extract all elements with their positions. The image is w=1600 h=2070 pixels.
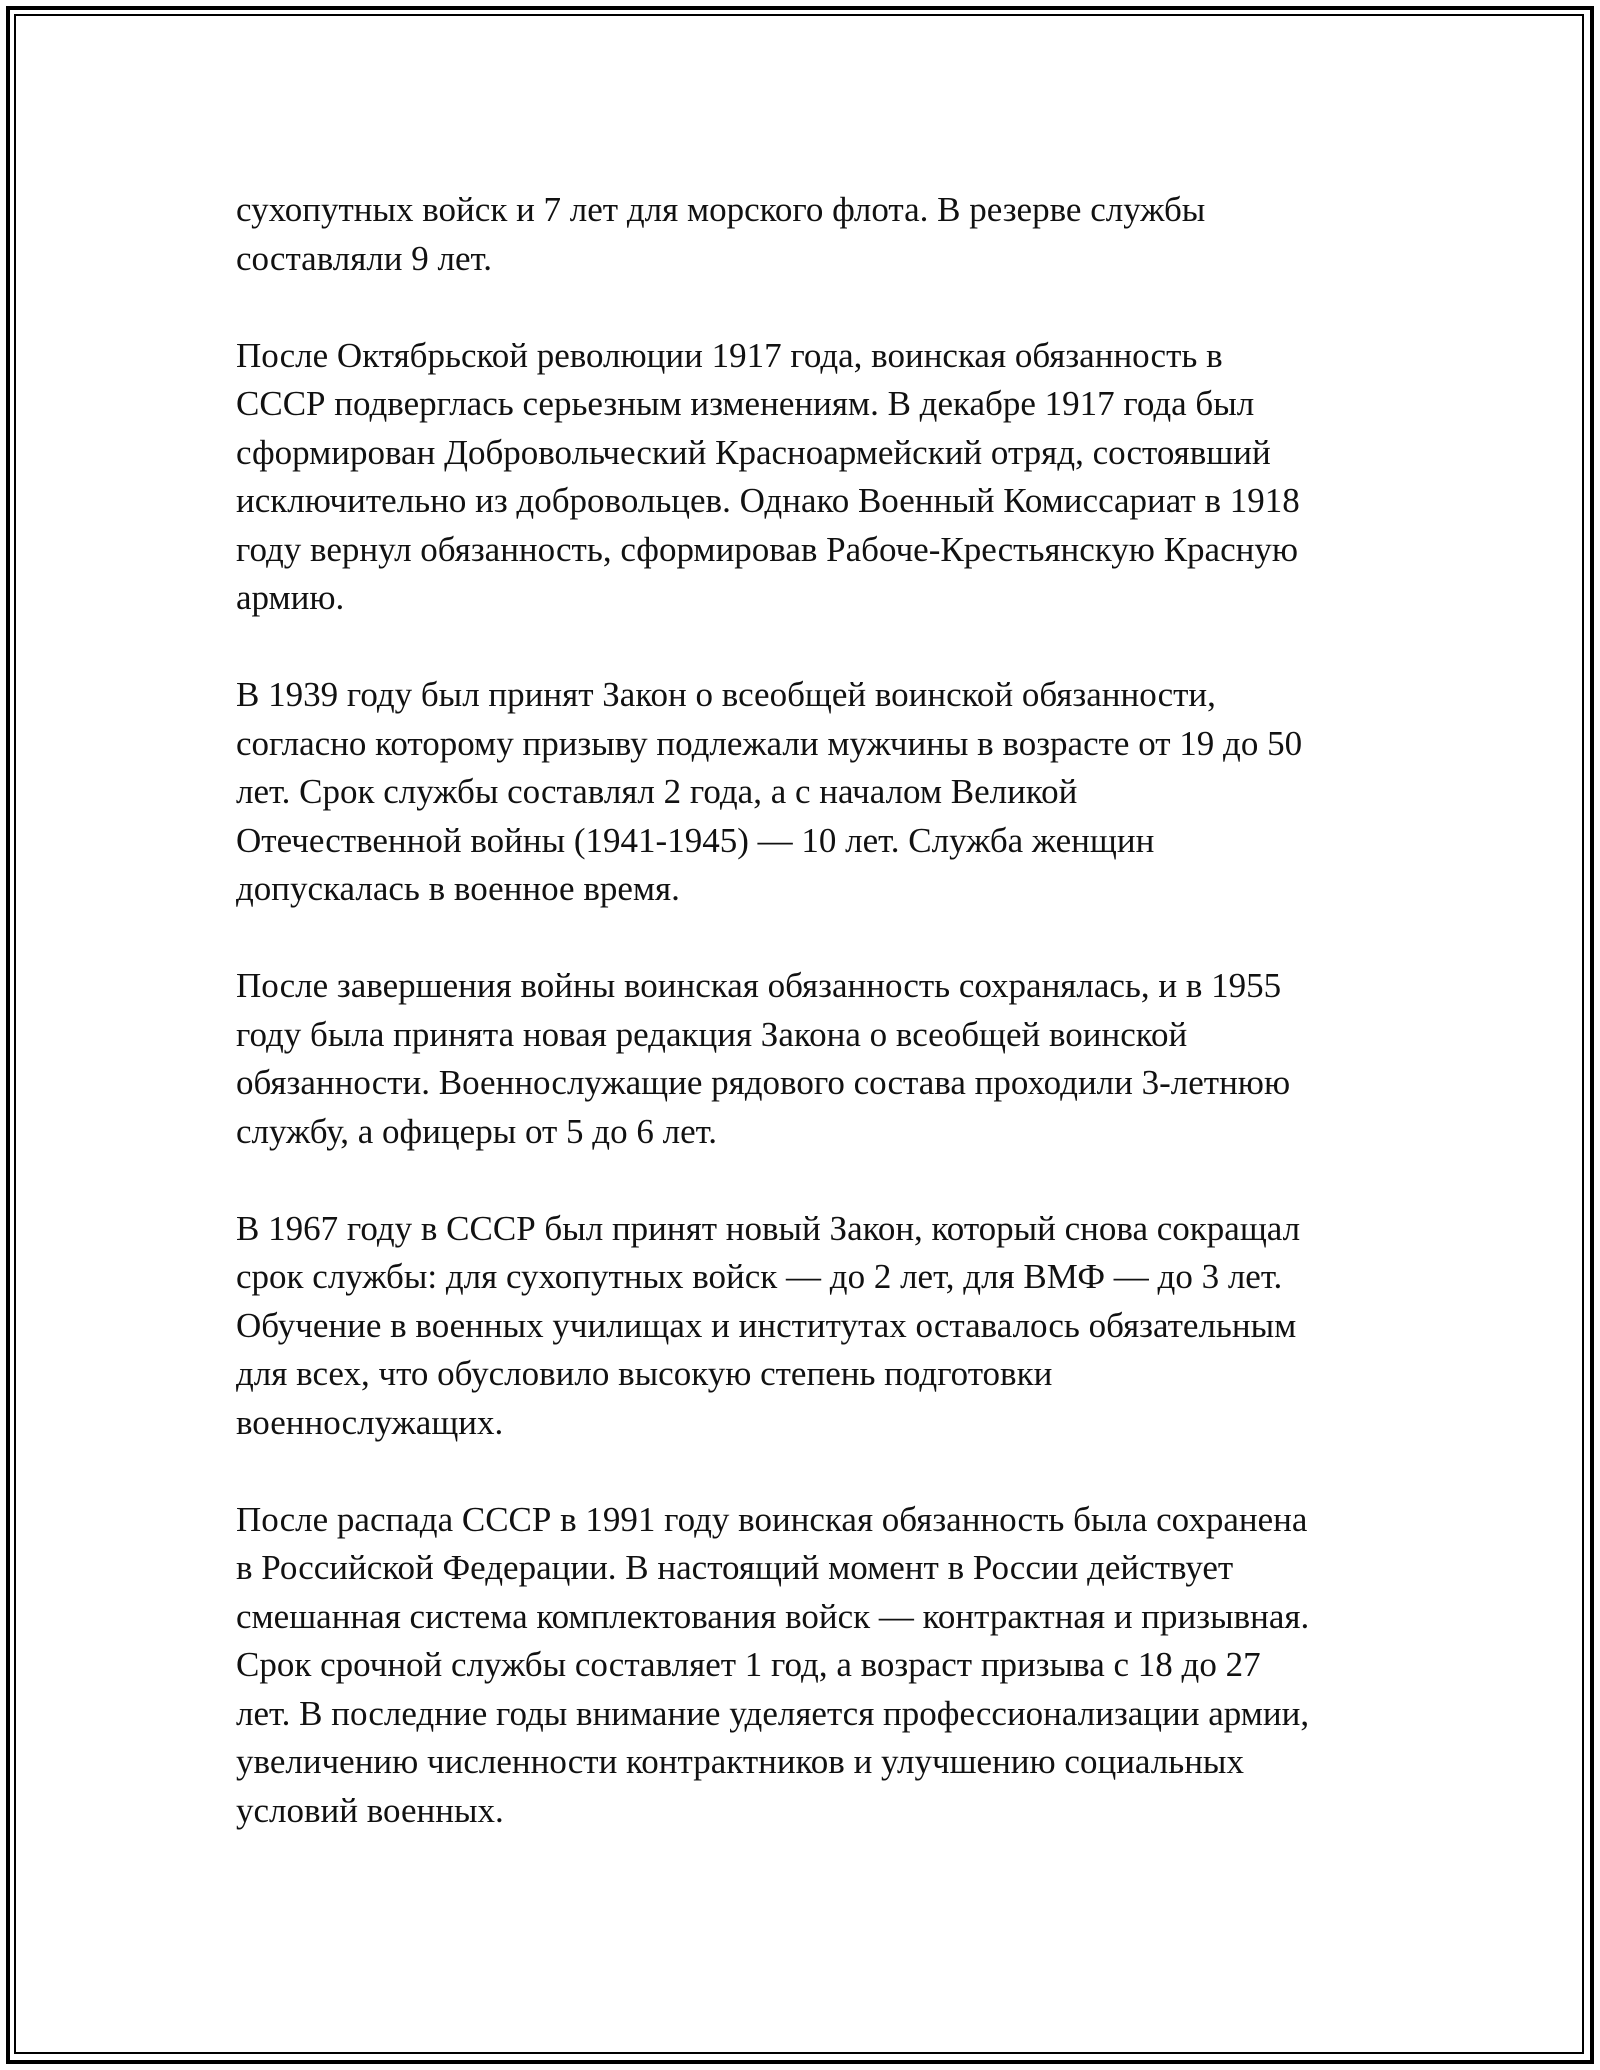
text-line: армию. — [236, 578, 345, 617]
text-line: условий военных. — [236, 1790, 504, 1830]
text-line: согласно которому призыву подлежали мужчины в возрасте от 19 до 50 — [236, 723, 1303, 763]
document-body — [236, 186, 1386, 1884]
text-line: смешанная система комплектования войск — контрактная и призывная. — [236, 1596, 1310, 1636]
text-line: Срок срочной службы составляет 1 год, а возраст призыва с 18 до 27 — [236, 1645, 1261, 1684]
text-line: сухопутных войск и 7 лет для морского флота. В резерве службы — [236, 190, 1206, 229]
text-line: увеличению численности контрактников и улучшению социальных — [236, 1742, 1244, 1781]
text-line: После Октябрьской революции 1917 года, воинская обязанность в — [236, 335, 1223, 375]
text-line: службу, а офицеры от 5 до 6 лет. — [236, 1111, 718, 1151]
text-line: Обучение в военных училищах и институтах оставалось обязательным — [236, 1305, 1297, 1345]
text-line: лет. Срок службы составлял 2 года, а с началом Великой — [236, 772, 1078, 811]
text-line: После завершения войны воинская обязанность сохранялась, и в 1955 — [236, 966, 1282, 1005]
text-line: лет. В последние годы внимание уделяется профессионализации армии, — [236, 1693, 1310, 1733]
text-line: году была принята новая редакция Закона о всеобщей воинской — [236, 1014, 1188, 1054]
paragraph-service-terms — [236, 186, 1386, 283]
text-line: сформирован Добровольческий Красноармейский отряд, состоявший — [236, 432, 1271, 472]
text-line: В 1939 году был принят Закон о всеобщей воинской обязанности, — [236, 675, 1216, 714]
paragraph-law-1939 — [236, 671, 1386, 914]
text-line: допускалась в военное время. — [236, 869, 680, 908]
text-line: После распада СССР в 1991 году воинская обязанность была сохранена — [236, 1499, 1308, 1539]
text-line: В 1967 году в СССР был принят новый Закон, который снова сокращал — [236, 1208, 1301, 1248]
text-line: исключительно из добровольцев. Однако Военный Комиссариат в 1918 — [236, 481, 1300, 520]
text-line: составляли 9 лет. — [236, 238, 492, 278]
text-line: для всех, что обусловило высокую степень подготовки — [236, 1354, 1053, 1393]
paragraph-post-ussr — [236, 1496, 1386, 1836]
paragraph-law-1955 — [236, 962, 1386, 1156]
paragraph-october-revolution — [236, 332, 1386, 623]
text-line: году вернул обязанность, сформировав Рабоче-Крестьянскую Красную — [236, 529, 1298, 569]
text-line: в Российской Федерации. В настоящий момент в России действует — [236, 1548, 1234, 1587]
text-line: Отечественной войны (1941-1945) — 10 лет. Служба женщин — [236, 820, 1155, 860]
paragraph-law-1967 — [236, 1205, 1386, 1448]
text-line: срок службы: для сухопутных войск — до 2 лет, для ВМФ — до 3 лет. — [236, 1257, 1283, 1296]
text-line: СССР подверглась серьезным изменениям. В декабре 1917 года был — [236, 384, 1255, 423]
text-line: военнослужащих. — [236, 1402, 504, 1442]
text-line: обязанности. Военнослужащие рядового состава проходили 3-летнюю — [236, 1063, 1291, 1102]
